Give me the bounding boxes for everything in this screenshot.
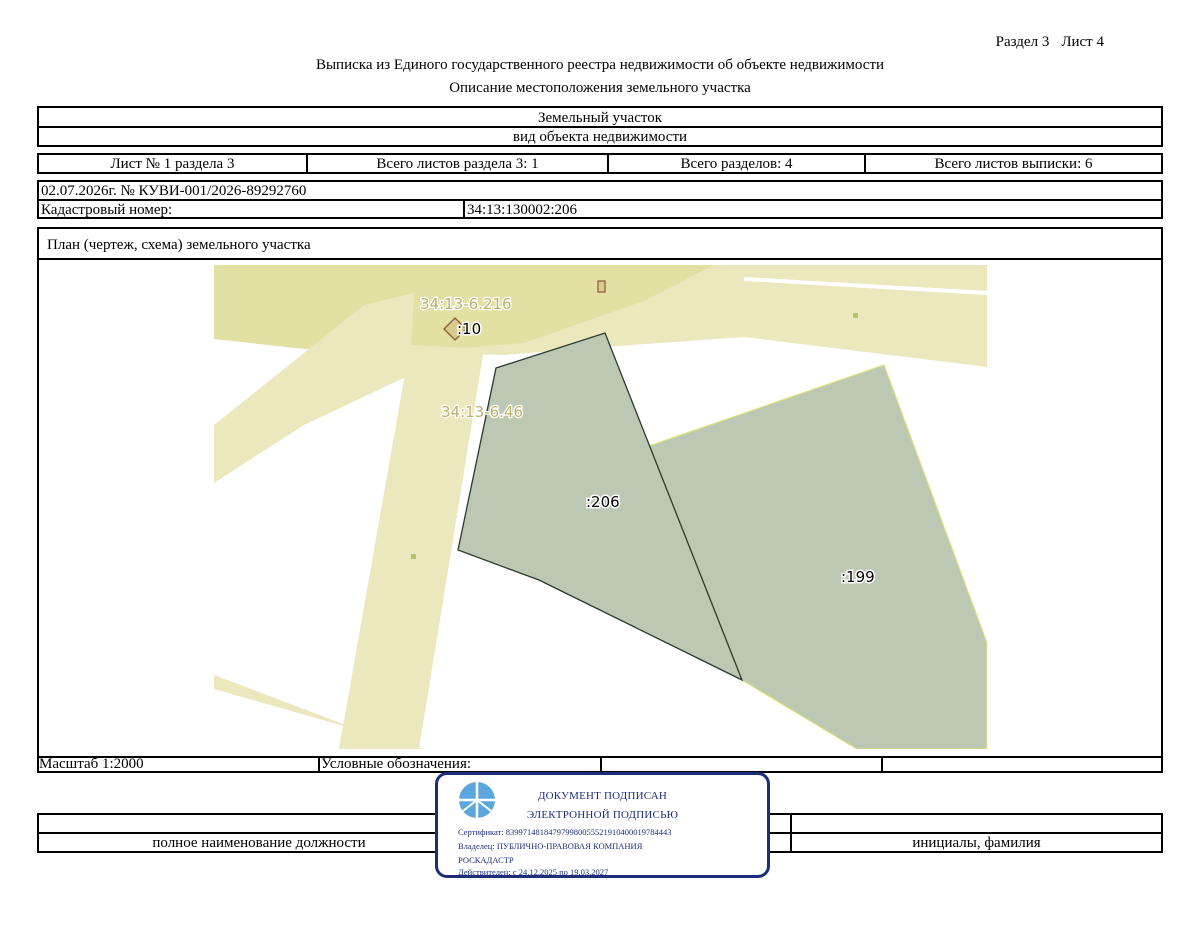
- zone-46-label: 34:13-6.46: [441, 403, 524, 421]
- stamp-line-1: ДОКУМЕНТ ПОДПИСАН: [537, 790, 668, 802]
- zone-34-13-6-46: [214, 293, 484, 749]
- position-caption: полное наименование должности: [152, 835, 366, 851]
- divider: [600, 756, 602, 771]
- object-type-value: Земельный участок: [537, 110, 663, 126]
- document-subtitle: Описание местоположения земельного участка: [449, 80, 751, 96]
- zone-216-label: 34:13-6.216: [420, 295, 512, 313]
- parcel-199: [649, 365, 987, 749]
- sheet-reference: [984, 34, 1104, 51]
- date-number: 02.07.2026г. № КУВИ-001/2026-89292760: [41, 183, 307, 199]
- divider: [463, 201, 465, 217]
- name-caption: инициалы, фамилия: [912, 835, 1041, 851]
- stamp-owner-2: РОСКАДАСТР: [458, 855, 514, 865]
- total-extract-sheets-cell: Всего листов выписки: 6: [934, 156, 1093, 172]
- total-section-sheets-cell: Всего листов раздела 3: 1: [376, 156, 539, 172]
- parcel-10-label: :10: [457, 320, 482, 338]
- document-info-box: [37, 180, 1163, 219]
- plan-title: План (чертеж, схема) земельного участка: [47, 237, 311, 253]
- total-sections-cell: Всего разделов: 4: [680, 156, 793, 172]
- stamp-owner: Владелец: ПУБЛИЧНО-ПРАВОВАЯ КОМПАНИЯ: [458, 841, 643, 851]
- object-type-box: [37, 106, 1163, 147]
- divider: [318, 756, 320, 771]
- document-title: Выписка из Единого государственного реестра недвижимости об объекте недвижимости: [315, 57, 885, 73]
- stamp-line-2: ЭЛЕКТРОННОЙ ПОДПИСЬЮ: [526, 809, 679, 821]
- scale-label: Масштаб 1:2000: [39, 756, 144, 772]
- section-number: Раздел 3: [995, 34, 1050, 50]
- divider: [881, 756, 883, 771]
- cadastral-value: 34:13:130002:206: [467, 202, 578, 218]
- stamp-certificate: Сертификат: 839971481847979980055521910400019784443: [458, 827, 672, 837]
- cadastral-label: Кадастровый номер:: [41, 202, 173, 218]
- sheet-number: Лист 4: [1061, 34, 1104, 50]
- legend-label: Условные обозначения:: [321, 756, 472, 772]
- parcel-199-label: :199: [841, 568, 875, 586]
- parcel-206-label: :206: [586, 493, 620, 511]
- sheets-row: [37, 153, 1163, 174]
- object-type-caption: вид объекта недвижимости: [512, 129, 688, 145]
- sheet-no-cell: Лист № 1 раздела 3: [110, 156, 235, 172]
- stamp-validity: Действителен: с 24.12.2025 по 19.03.2027: [458, 867, 609, 877]
- electronic-signature-stamp: [435, 772, 770, 878]
- cadastral-map: [214, 265, 987, 749]
- divider: [39, 258, 1161, 260]
